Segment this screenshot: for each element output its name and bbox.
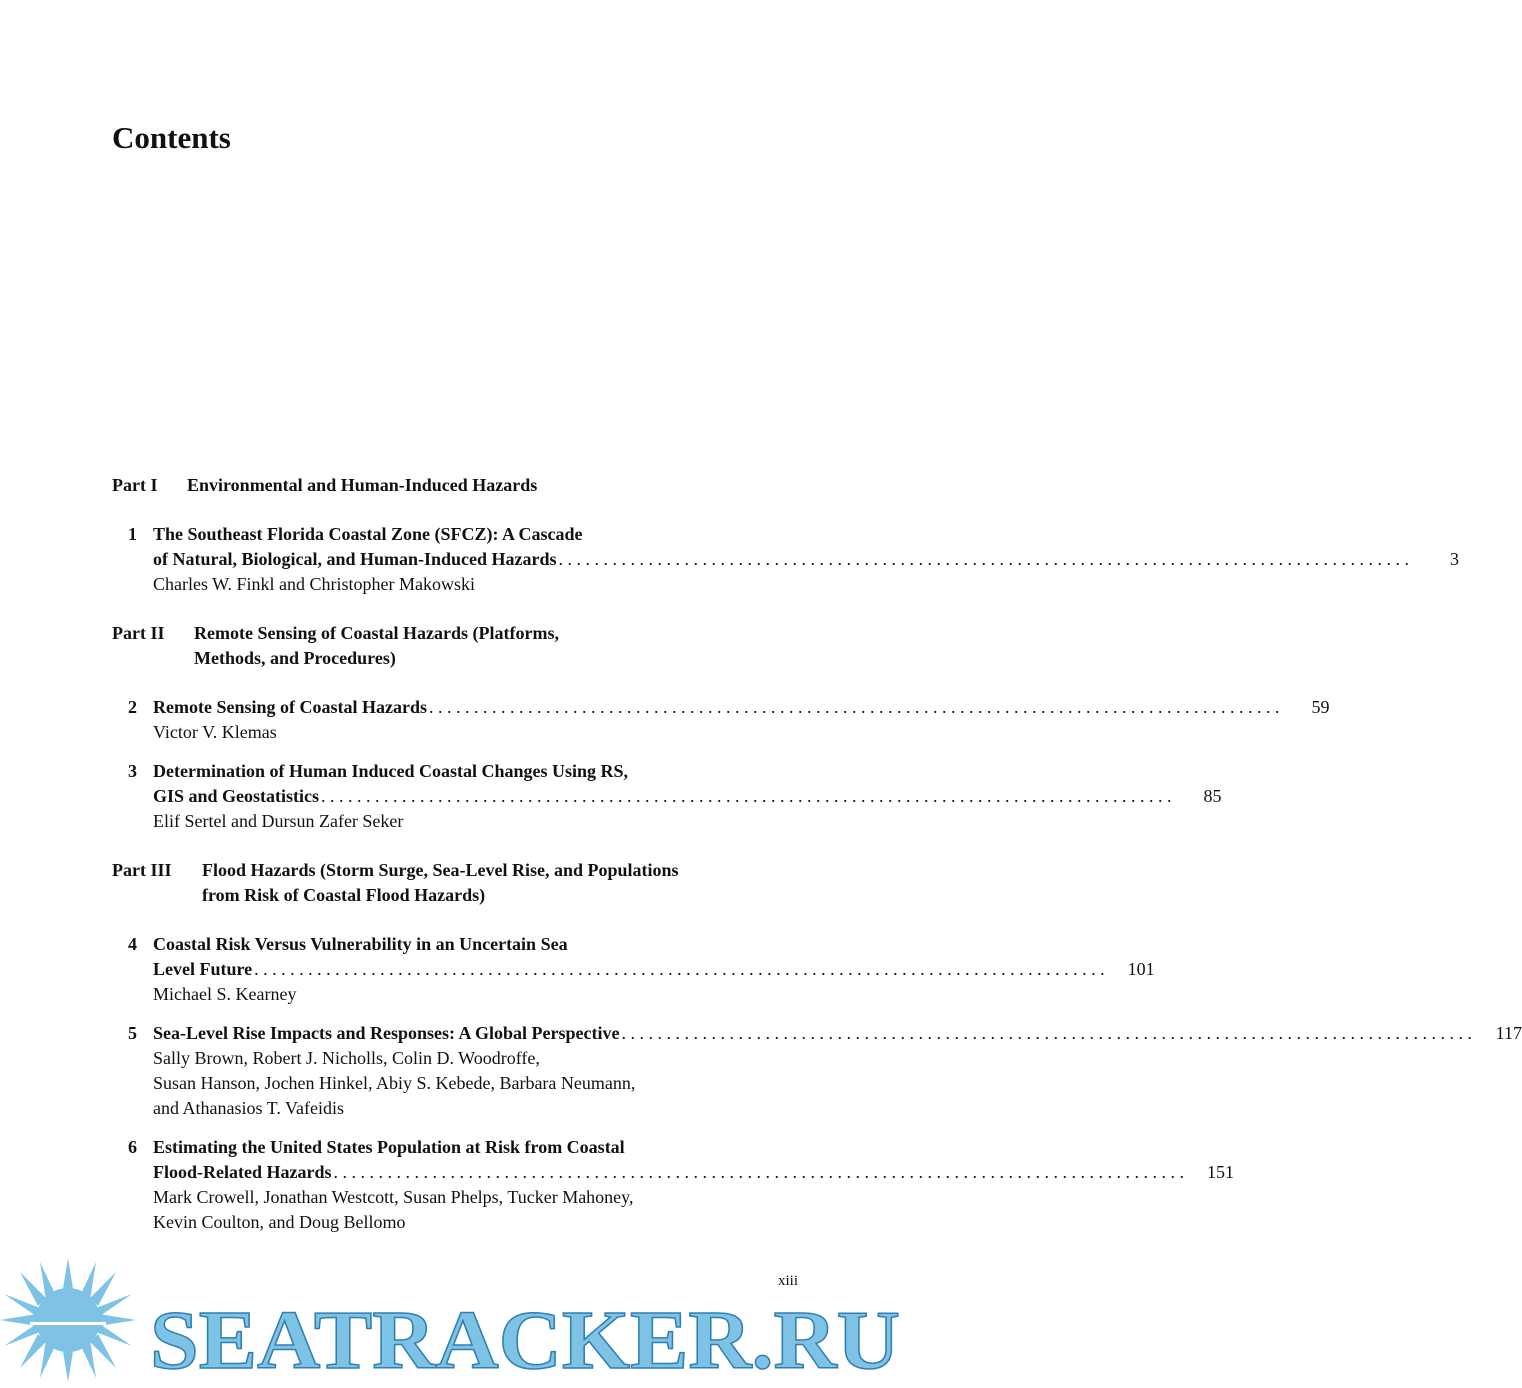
chapter-title-line: GIS and Geostatistics — [153, 786, 320, 806]
part-label: Part II — [112, 623, 165, 643]
chapter-authors: Victor V. Klemas — [153, 722, 277, 742]
watermark-banner — [0, 1250, 915, 1388]
part-title: Environmental and Human-Induced Hazards — [187, 475, 538, 495]
chapter-number: 5 — [128, 1023, 137, 1043]
dot-leader — [621, 1021, 1472, 1046]
chapter-authors-line: Kevin Coulton, and Doug Bellomo — [153, 1212, 406, 1232]
dot-leader — [429, 695, 1280, 720]
chapter-entry[interactable] — [112, 522, 1460, 597]
chapter-title-line: Remote Sensing of Coastal Hazards — [153, 697, 427, 717]
page-number: 151 — [1206, 1162, 1234, 1182]
chapter-title-line: Flood-Related Hazards — [153, 1162, 332, 1182]
dot-leader — [254, 957, 1105, 982]
page-number: 117 — [1495, 1023, 1522, 1043]
page-folio: xiii — [778, 1273, 799, 1289]
chapter-entry[interactable] — [112, 695, 1330, 745]
chapter-number: 6 — [128, 1137, 137, 1157]
chapter-authors-line: and Athanasios T. Vafeidis — [153, 1098, 344, 1118]
chapter-entry[interactable] — [112, 1135, 1234, 1235]
chapter-authors: Charles W. Finkl and Christopher Makowski — [153, 574, 475, 594]
dot-leader — [333, 1160, 1184, 1185]
page-number: 59 — [1311, 697, 1330, 717]
chapter-number: 3 — [128, 761, 137, 781]
part-title-line: from Risk of Coastal Flood Hazards) — [202, 885, 486, 905]
page-number: 101 — [1127, 959, 1155, 979]
page-number: 3 — [1450, 549, 1460, 569]
page-title: Contents — [112, 120, 231, 155]
part-heading — [112, 858, 803, 908]
chapter-number: 4 — [128, 934, 137, 954]
watermark-text: SEATRACKER.RU — [150, 1294, 900, 1387]
sun-icon — [0, 1258, 136, 1382]
part-title-line: Flood Hazards (Storm Surge, Sea-Level Rise, and Populations — [202, 860, 679, 880]
chapter-entry[interactable] — [112, 1021, 1522, 1121]
chapter-title-line: Coastal Risk Versus Vulnerability in an Uncertain Sea — [153, 934, 568, 954]
part-title-line: Methods, and Procedures) — [194, 648, 396, 668]
chapter-number: 1 — [128, 524, 137, 544]
chapter-entry[interactable] — [112, 932, 1155, 1007]
part-label: Part I — [112, 475, 158, 495]
part-heading — [112, 473, 803, 498]
chapter-title-line: The Southeast Florida Coastal Zone (SFCZ): A Cascade — [153, 524, 583, 544]
part-heading — [112, 621, 803, 671]
chapter-title-line: Sea-Level Rise Impacts and Responses: A Global Perspective — [153, 1023, 620, 1043]
part-title-line: Remote Sensing of Coastal Hazards (Platforms, — [194, 623, 559, 643]
chapter-authors: Elif Sertel and Dursun Zafer Seker — [153, 811, 404, 831]
chapter-authors-line: Mark Crowell, Jonathan Westcott, Susan Phelps, Tucker Mahoney, — [153, 1187, 634, 1207]
table-of-contents — [112, 473, 1522, 1249]
chapter-title-line: of Natural, Biological, and Human-Induced Hazards — [153, 549, 557, 569]
dot-leader — [559, 547, 1410, 572]
chapter-authors-line: Sally Brown, Robert J. Nicholls, Colin D. Woodroffe, — [153, 1048, 540, 1068]
chapter-authors: Michael S. Kearney — [153, 984, 297, 1004]
chapter-authors-line: Susan Hanson, Jochen Hinkel, Abiy S. Kebede, Barbara Neumann, — [153, 1073, 636, 1093]
chapter-title-line: Determination of Human Induced Coastal Changes Using RS, — [153, 761, 629, 781]
chapter-title-line: Estimating the United States Population at Risk from Coastal — [153, 1137, 625, 1157]
chapter-number: 2 — [128, 697, 137, 717]
chapter-entry[interactable] — [112, 759, 1222, 834]
page-number: 85 — [1203, 786, 1222, 806]
part-label: Part III — [112, 860, 172, 880]
chapter-title-line: Level Future — [153, 959, 253, 979]
dot-leader — [321, 784, 1172, 809]
